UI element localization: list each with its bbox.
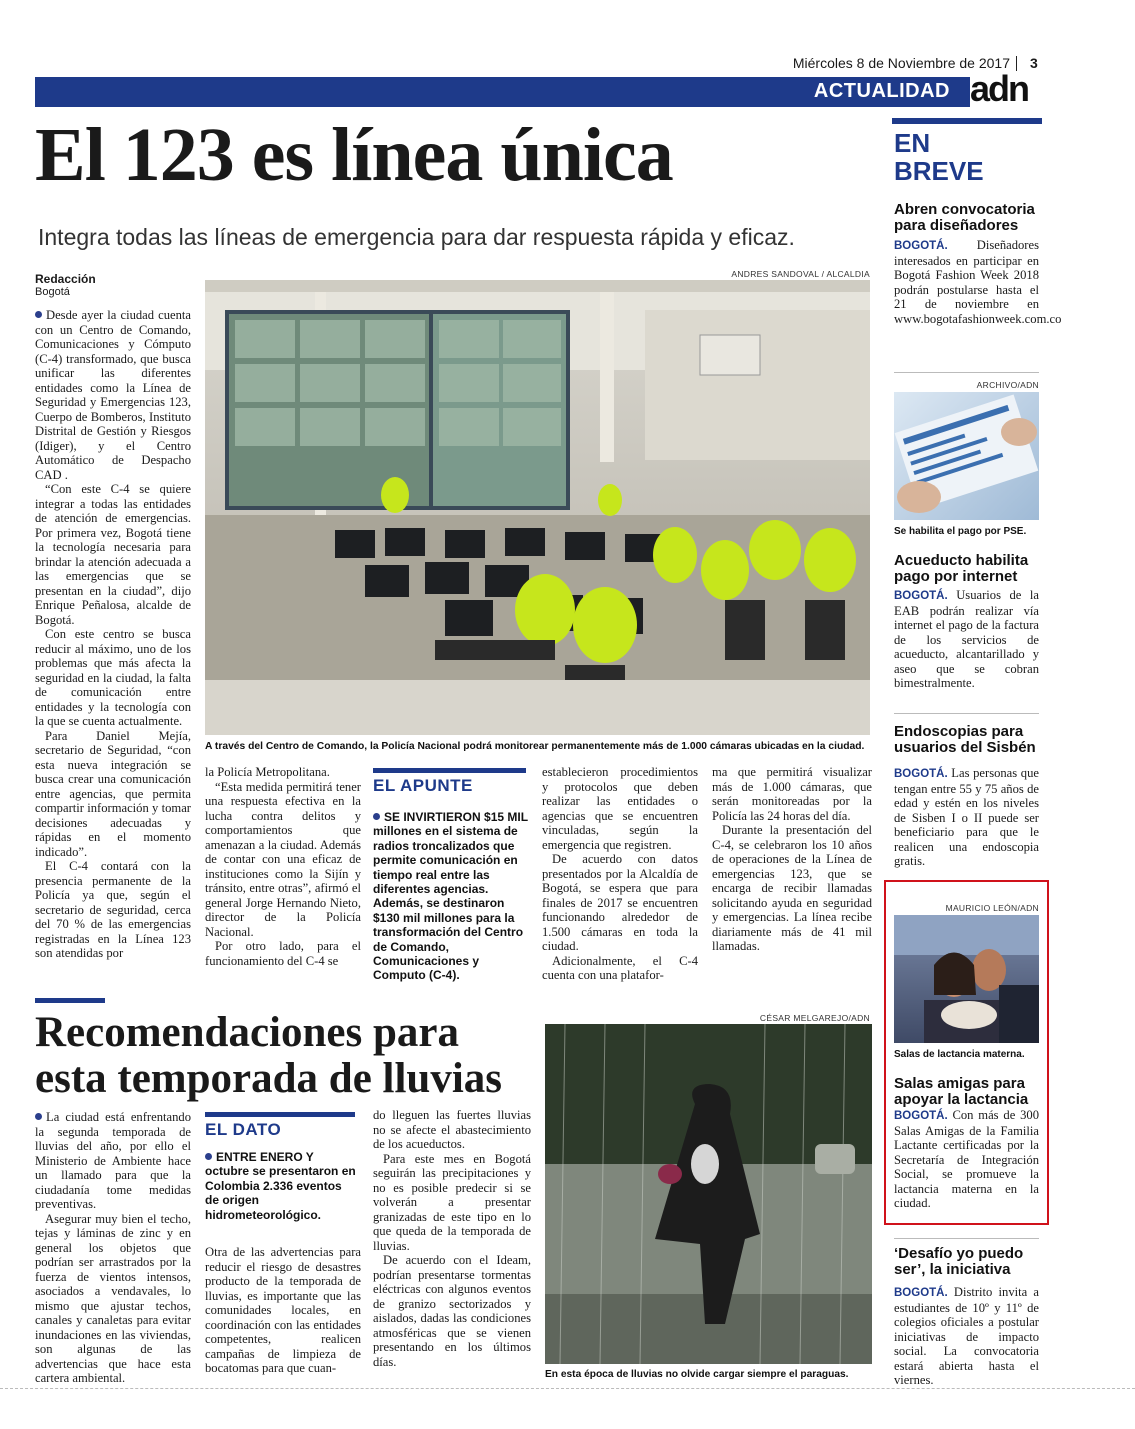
paragraph: la Policía Metropolitana.: [205, 765, 330, 779]
photo-credit: ANDRES SANDOVAL / ALCALDIA: [731, 269, 870, 279]
dato-lead: ENTRE ENERO Y: [216, 1150, 314, 1164]
breve-photo-credit-4: MAURICIO LEÓN/ADN: [945, 903, 1039, 913]
second-headline-line2: esta temporada de lluvias: [35, 1055, 503, 1102]
second-column-3: [373, 1108, 531, 1369]
main-photo-caption: A través del Centro de Comando, la Policía Nacional podrá monitorear permanentemente más de 1.000 cámaras ubicadas en la ciudad.: [205, 741, 865, 752]
paragraph: De acuerdo con el Ideam, podrían presentarse tormentas eléctricas con algunos eventos de granizo sectorizados y aislados, dadas las condiciones atmosféricas que se vienen presentando en los últimos días.: [373, 1253, 531, 1369]
apunte-lead: SE INVIRTIERON $15 MIL: [384, 810, 528, 824]
rain-photo-credit: CÉSAR MELGAREJO/ADN: [759, 1013, 870, 1023]
bullet-icon: [205, 1153, 212, 1160]
paragraph: Asegurar muy bien el techo, tejas y láminas de zinc y en general los objetos que podrían ser arrastrados por la fuerza de vientos intensos, asociados a vendavales, lo mismo que ajustar techos, canales y canaletas para evitar inundaciones en las viviendas, son algunas de las advertencias que hace esta cartera ambiental.: [35, 1211, 191, 1385]
main-column-4: [542, 765, 698, 983]
paragraph: Para Daniel Mejía, secretario de Seguridad, “con esta nueva integración se busca crear una comunicación entre agencias, que permita compartir información y tomar decisiones adecuadas y rápidas en el momento indicado”.: [35, 728, 191, 859]
dateline: Bogotá: [35, 286, 70, 298]
command-center-photo: [205, 280, 870, 735]
breve-kicker: BOGOTÁ.: [894, 1110, 948, 1122]
breve-text-1: [894, 238, 1062, 326]
breve-headline-3: Endoscopias para usuarios del Sisbén: [894, 723, 1036, 756]
second-column-2: [205, 1245, 361, 1376]
breve-kicker: BOGOTÁ.: [894, 590, 948, 602]
main-column-5: [712, 765, 872, 954]
breve-title-line1: EN: [894, 128, 931, 158]
apunte-body: millones en el sistema de radios troncalizados que permite comunicación en tiempo real entre las diferentes agencias. Además, se destinaron $130 mil millones para la transformación del Centro de Comando, Comunicaciones y Computo (C-4).: [373, 824, 524, 983]
breve-photo-caption-2: Se habilita el pago por PSE.: [894, 526, 1027, 537]
breve-body: Distrito invita a estudiantes de 10º y 11º de colegios oficiales a postular iniciativas de impacto social. La convocatoria estará abierta hasta el viernes.: [894, 1285, 1039, 1387]
paragraph: Para este mes en Bogotá seguirán las precipitaciones y no es posible predecir si se volverán a presentar granizadas de este tipo en lo que queda de la temporada de lluvias.: [373, 1151, 531, 1253]
breve-photo-caption-4: Salas de lactancia materna.: [894, 1049, 1025, 1060]
breve-body: Usuarios de la EAB podrán realizar vía internet el pago de la factura de los servicios de acueducto, alcantarillado y aseo que se cobran bimestralmente.: [894, 588, 1039, 690]
main-deck: Integra todas las líneas de emergencia para dar respuesta rápida y eficaz.: [38, 224, 795, 250]
paragraph: Por otro lado, para el funcionamiento del C-4 se: [205, 939, 361, 968]
apunte-text: [373, 810, 528, 983]
breve-body: Las personas que tengan entre 55 y 75 años de edad y estén en los niveles de Sisben I o II puede ser beneficiario para que le realicen una endoscopia gratis.: [894, 766, 1039, 868]
breve-divider: [894, 713, 1039, 714]
second-column-1: [35, 1110, 191, 1386]
rain-photo-caption: En esta época de lluvias no olvide cargar siempre el paraguas.: [545, 1369, 849, 1380]
paragraph: ma que permitirá visualizar más de 1.000 cámaras, que serán monitoreadas por la Policía las 24 horas del día.: [712, 765, 872, 823]
section-rule: [35, 998, 105, 1003]
breve-top-rule: [892, 118, 1042, 124]
breve-text-2: [894, 588, 1039, 691]
paragraph: Adicionalmente, el C-4 cuenta con una platafor-: [542, 953, 698, 982]
lactation-photo: [894, 915, 1039, 1043]
bullet-icon: [373, 813, 380, 820]
apunte-title: EL APUNTE: [373, 768, 526, 796]
breve-divider: [894, 1238, 1039, 1239]
byline: Redacción: [35, 272, 96, 286]
dato-text: [205, 1150, 357, 1222]
breve-headline-2: Acueducto habilita pago por internet: [894, 552, 1029, 585]
breve-text-5: [894, 1285, 1039, 1388]
second-headline-line1: Recomendaciones para: [35, 1009, 459, 1056]
bullet-icon: [35, 1113, 42, 1120]
breve-body: Con más de 300 Salas Amigas de la Familia Lactante certificadas por la Secretaría de Integración Social, se promueve la lactancia materna en la ciudad.: [894, 1108, 1039, 1210]
paragraph: La ciudad está enfrentando la segunda temporada de lluvias del año, por ello el Ministerio de Ambiente hace un llamado para que la ciudadanía tome medidas preventivas.: [35, 1110, 191, 1211]
breve-text-3: [894, 766, 1039, 869]
main-headline: El 123 es línea única: [35, 113, 673, 197]
breve-text-4: [894, 1108, 1039, 1211]
paragraph: Con este centro se busca reducir al máximo, uno de los problemas que más afecta la seguridad en la ciudad, la falta de comunicación entre entidades y la tecnología con la que se cuenta actualmente.: [35, 627, 191, 728]
main-column-1: [35, 308, 191, 961]
paragraph: Otra de las advertencias para reducir el riesgo de desastres producto de la temporada de lluvias, es importante que las comunidades locales, en coordinación con las entidades competentes, realicen campañas de limpieza de bocatomas para que cuan-: [205, 1245, 361, 1375]
brand-logo: adn: [970, 68, 1029, 109]
paragraph: Desde ayer la ciudad cuenta con un Centro de Comando, Comunicaciones y Cómputo (C-4) transformado, que busca unificar las diferentes entidades como la Línea de Seguridad y Emergencias 123, Cuerpo de Bomberos, Instituto Distrital de Gestión y Riesgos (Idiger), y el Centro Automático de Despacho CAD .: [35, 308, 191, 482]
issue-date: Miércoles 8 de Noviembre de 2017: [792, 55, 1010, 71]
paragraph: Durante la presentación del C-4, se celebraron los 10 años de operaciones de la Línea de emergencias 123, que se encarga de recibir llamadas solicitando ayuda en seguridad y emergencias. La línea recibe diariamente más de 41 mil llamadas.: [712, 823, 872, 953]
breve-kicker: BOGOTÁ.: [894, 240, 948, 252]
breve-headline-1: Abren convocatoria para diseñadores: [894, 201, 1035, 234]
breve-photo-credit-2: ARCHIVO/ADN: [976, 380, 1039, 390]
paragraph: establecieron procedimientos y protocolos que deben realizar las entidades o agencias que se encuentren vinculadas, según la emergencia que registren.: [542, 765, 698, 852]
paragraph: “Con este C-4 se quiere integrar a todas las entidades de atención de emergencias. Por primera vez, Bogotá tiene la tecnología necesaria para brindar la atención adecuada a las emergencias que se presentan en la ciudad”, dijo Enrique Peñalosa, alcalde de Bogotá.: [35, 482, 191, 627]
section-label: ACTUALIDAD: [813, 80, 950, 102]
paragraph: do lleguen las fuertes lluvias no se afecte el abastecimiento de los acueductos.: [373, 1108, 531, 1151]
bill-illustration: [894, 392, 1039, 520]
rain-photo: [545, 1024, 872, 1364]
paragraph: El C-4 contará con la presencia permanente de la Policía ya que, según el secretario de seguridad, cerca del 70 % de las emergencias registradas en la Línea 123 son atendidas por: [35, 859, 191, 960]
breve-headline-5: ‘Desafío yo puedo ser’, la iniciativa: [894, 1245, 1024, 1278]
fold-line: [0, 1388, 1135, 1389]
dato-title: EL DATO: [205, 1112, 355, 1140]
rain-illustration: [545, 1024, 872, 1364]
family-illustration: [894, 915, 1039, 1043]
payment-photo: [894, 392, 1039, 520]
breve-headline-4: Salas amigas para apoyar la lactancia: [894, 1075, 1029, 1108]
breve-kicker: BOGOTÁ.: [894, 1287, 948, 1299]
breve-divider: [894, 372, 1039, 373]
command-center-illustration: [205, 280, 870, 735]
breve-body: Diseñadores interesados en participar en Bogotá Fashion Week 2018 podrán postularse hasta el 21 de noviembre en www.bogotafashionweek.com.co: [894, 238, 1062, 326]
page-number: 3: [1030, 55, 1038, 71]
paragraph: “Esta medida permitirá tener una respuesta efectiva en la lucha contra delitos y comportamientos que amenazan a la ciudad. Además de contar con una eficaz de instituciones como la Sijín y tránsito, entre otras”, afirmó el general Jorge Hernando Nieto, director de la Policía Nacional.: [205, 779, 361, 939]
breve-title-line2: BREVE: [894, 156, 984, 186]
breve-kicker: BOGOTÁ.: [894, 768, 948, 780]
bullet-icon: [35, 311, 42, 318]
dato-body: octubre se presentaron en Colombia 2.336 eventos de origen hidrometeorológico.: [205, 1164, 356, 1222]
main-column-2: [205, 765, 361, 968]
paragraph: De acuerdo con datos presentados por la Alcaldía de Bogotá, se espera que para finales de 2017 se encuentren funcionando alrededor de 1.500 cámaras en toda la ciudad.: [542, 852, 698, 953]
